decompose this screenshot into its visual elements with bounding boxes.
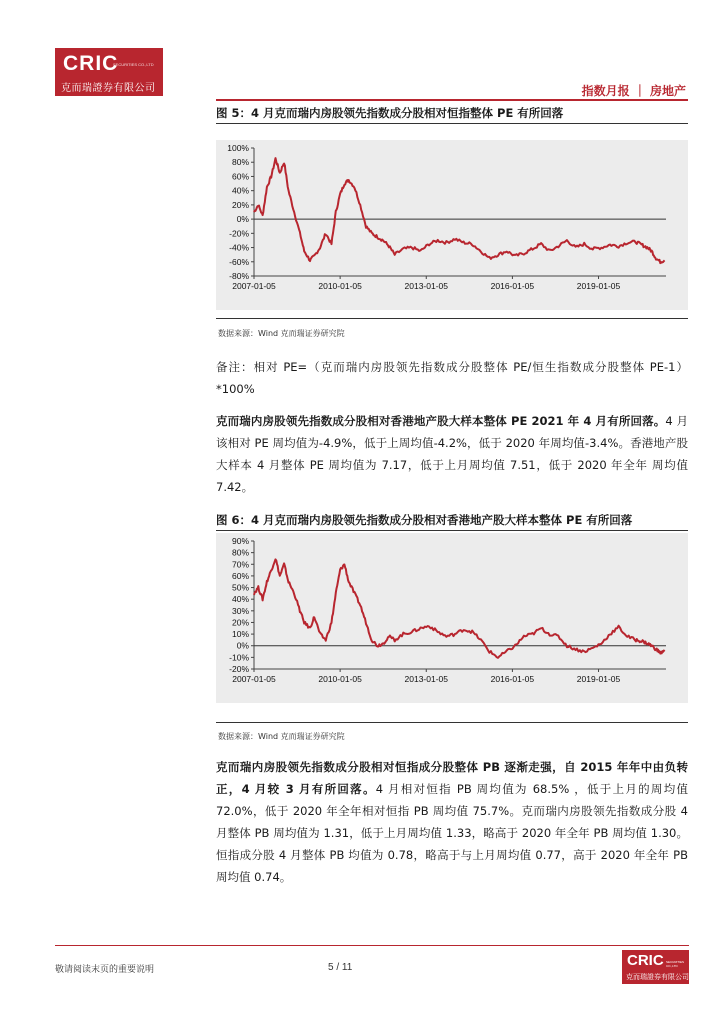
x-tick-label: 2019-01-05 [576, 674, 621, 684]
y-tick-label: 100% [227, 143, 249, 153]
y-tick-label: -40% [229, 242, 249, 253]
figure5-top-rule [216, 123, 688, 124]
logo-small-text: SECURITIES CO.,LTD [113, 62, 154, 67]
y-tick-label: 60% [231, 570, 249, 581]
y-tick-label: 40% [231, 594, 249, 605]
x-tick-label: 2007-01-05 [232, 674, 276, 684]
y-tick-label: 0% [236, 214, 249, 225]
page-number: 5 / 11 [328, 962, 353, 973]
y-tick-label: 30% [231, 605, 249, 616]
y-tick-label: 40% [231, 185, 249, 196]
paragraph-relative-pe [216, 410, 688, 498]
x-tick-label: 2016-01-05 [490, 674, 535, 684]
x-tick-label: 2016-01-05 [490, 281, 535, 291]
y-tick-label: 90% [231, 536, 249, 546]
figure6-chart-area [216, 533, 688, 703]
y-tick-label: 60% [231, 171, 249, 182]
y-tick-label: 20% [231, 617, 249, 628]
footer-disclaimer: 敬请阅读末页的重要说明 [55, 965, 155, 975]
paragraph-relative-pe-body: 4 月该相对 PE 周均值为-4.9%，低于上周均值-4.2%，低于 2020 年周均值-3.4%。香港地产股大样本 4 月整体 PE 周均值为 7.17，低于上月周均值 7.51，低于 2020 年全年 周均值 7.42。 [216, 414, 688, 494]
series-line [254, 559, 665, 657]
figure6-source: 数据来源：Wind 克而瑞证券研究院 [218, 732, 345, 741]
y-tick-label: 0% [236, 640, 249, 651]
header-rule [216, 99, 688, 101]
figure5-bottom-rule [216, 318, 688, 319]
y-tick-label: -20% [229, 228, 249, 239]
y-tick-label: 10% [231, 629, 249, 640]
footer-cric-logo [622, 950, 689, 984]
header-category: 指数月报 ｜ 房地产 [581, 84, 686, 98]
paragraph-relative-pb-lead: 克而瑞内房股领先指数成分股相对恒指成分股整体 PB 逐渐走强，自 2015 年年中由负转正，4 月较 3 月有所回落。 [216, 760, 688, 796]
figure5-source: 数据来源：Wind 克而瑞证券研究院 [218, 329, 345, 338]
logo-cn-text: 克而瑞證券有限公司 [61, 83, 156, 94]
cric-logo [55, 48, 163, 96]
pe-note: 备注：相对 PE=（克而瑞内房股领先指数成分股整体 PE/恒生指数成分股整体 PE-1）*100% [216, 360, 688, 396]
figure6-bottom-rule [216, 722, 688, 723]
series-line [254, 158, 665, 263]
x-tick-label: 2010-01-05 [318, 674, 362, 684]
footer-rule [55, 945, 689, 946]
figure5-chart [216, 140, 688, 310]
figure6-chart [216, 533, 688, 703]
y-tick-label: 80% [231, 157, 249, 168]
x-tick-label: 2010-01-05 [318, 281, 362, 291]
y-tick-label: -20% [229, 664, 249, 674]
footer-logo-text: CRIC [627, 952, 664, 969]
x-tick-label: 2007-01-05 [232, 281, 276, 291]
x-tick-label: 2013-01-05 [404, 281, 449, 291]
y-tick-label: 70% [231, 559, 249, 570]
figure5-title: 图 5：4 月克而瑞内房股领先指数成分股相对恒指整体 PE 有所回落 [216, 106, 564, 120]
y-tick-label: -60% [229, 256, 249, 267]
footer-logo-small-text: SECURITIES CO.,LTD [666, 960, 685, 968]
paragraph-relative-pb-body: 4 月相对恒指 PB 周均值为 68.5% ，低于上月的周均值 72.0%，低于 2020 年全年相对恒指 PB 周均值 75.7%。克而瑞内房股领先指数成分股 4 月整体 PB 周均值为 1.31，低于上月周均值 1.33，略高于 2020 年全年 PB 周均值 1.30。恒指成分股 4 月整体 PB 均值为 0.78，略高于与上月周均值 0.77，高于 2020 年全年 PB 周均值 0.74。 [216, 782, 689, 884]
y-tick-label: -10% [229, 652, 249, 663]
y-tick-label: 20% [231, 199, 249, 210]
figure5-chart-area [216, 140, 688, 310]
x-tick-label: 2013-01-05 [404, 674, 449, 684]
paragraph-relative-pe-lead: 克而瑞内房股领先指数成分股相对香港地产股大样本整体 PE 2021 年 4 月有所回落。 [216, 414, 666, 428]
figure6-title: 图 6：4 月克而瑞内房股领先指数成分股相对香港地产股大样本整体 PE 有所回落 [216, 513, 633, 527]
y-tick-label: -80% [229, 271, 249, 281]
y-tick-label: 80% [231, 547, 249, 558]
x-tick-label: 2019-01-05 [576, 281, 621, 291]
figure6-top-rule [216, 530, 688, 531]
footer-logo-cn-text: 克而瑞證券有限公司 [626, 973, 689, 981]
y-tick-label: 50% [231, 582, 249, 593]
logo-text: CRIC [63, 52, 119, 75]
paragraph-relative-pb [216, 756, 688, 888]
